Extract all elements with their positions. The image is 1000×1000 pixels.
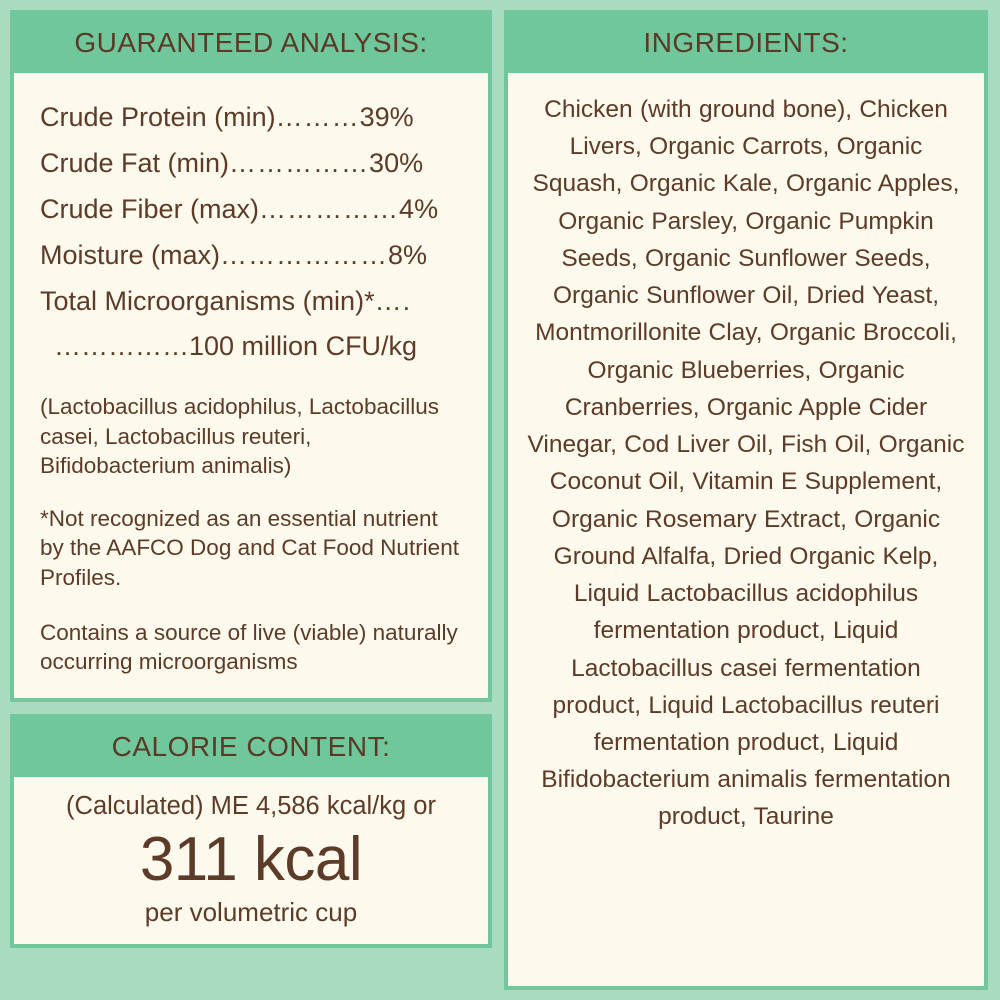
analysis-label: Crude Fiber (max) bbox=[40, 193, 260, 224]
calorie-unit-line: per volumetric cup bbox=[144, 896, 358, 927]
analysis-dots: ……………… bbox=[220, 239, 389, 270]
live-microorganisms-note: Contains a source of live (viable) naturally occurring microorganisms bbox=[40, 619, 458, 675]
analysis-row bbox=[40, 279, 464, 325]
calorie-me-line: (Calculated) ME 4,586 kcal/kg or bbox=[66, 792, 436, 821]
analysis-row bbox=[40, 141, 464, 187]
calorie-content-header: CALORIE CONTENT: bbox=[14, 718, 488, 777]
analysis-dots: …………… bbox=[259, 193, 400, 224]
calorie-content-panel bbox=[10, 714, 492, 948]
analysis-label: Total Microorganisms (min)* bbox=[40, 285, 375, 316]
ingredients-panel bbox=[504, 10, 988, 990]
right-column bbox=[504, 10, 988, 990]
cultures-note: (Lactobacillus acidophilus, Lactobacillus casei, Lactobacillus reuteri, Bifidobacterium animalis) bbox=[40, 394, 439, 478]
analysis-label: Moisture (max) bbox=[40, 239, 221, 270]
analysis-value: 39% bbox=[359, 102, 414, 132]
analysis-dots: ……… bbox=[275, 102, 360, 132]
ingredients-list: Chicken (with ground bone), Chicken Livers, Organic Carrots, Organic Squash, Organic Kale, Organic Apples, Organic Parsley, Organic Pumpkin Seeds, Organic Sunflower Seeds, Organic Sunflower Oil, Dried Yeast, Montmorillonite Clay, Organic Broccoli, Organic Blueberries, Organic Cranberries, Organic Apple Cider Vinegar, Cod Liver Oil, Fish Oil, Organic Coconut Oil, Vitamin E Supplement, Organic Rosemary Extract, Organic Ground Alfalfa, Dried Organic Kelp, Liquid Lactobacillus acidophilus fermentation product, Liquid Lactobacillus casei fermentation product, Liquid Lactobacillus reuteri fermentation product, Liquid Bifidobacterium animalis fermentation product, Taurine bbox=[527, 96, 965, 831]
analysis-row bbox=[40, 233, 464, 279]
analysis-row bbox=[40, 187, 464, 233]
analysis-label: Crude Protein (min) bbox=[40, 102, 276, 132]
analysis-row bbox=[40, 95, 464, 141]
analysis-value: 30% bbox=[369, 147, 424, 178]
analysis-continuation: ……………100 million CFU/kg bbox=[54, 331, 418, 362]
analysis-value: 8% bbox=[388, 239, 428, 270]
left-column bbox=[10, 10, 492, 990]
analysis-label: Crude Fat (min) bbox=[40, 147, 230, 178]
guaranteed-analysis-body bbox=[14, 73, 488, 698]
analysis-value: 4% bbox=[399, 193, 439, 224]
aafco-footnote: *Not recognized as an essential nutrient by the AAFCO Dog and Cat Food Nutrient Profiles. bbox=[40, 506, 459, 590]
guaranteed-analysis-header: GUARANTEED ANALYSIS: bbox=[14, 14, 488, 73]
analysis-dots: …. bbox=[374, 285, 412, 316]
calorie-content-body bbox=[14, 777, 488, 944]
guaranteed-analysis-panel bbox=[10, 10, 492, 702]
ingredients-header: INGREDIENTS: bbox=[508, 14, 984, 73]
calorie-value: 311 kcal bbox=[139, 825, 363, 895]
analysis-dots: …………… bbox=[229, 147, 370, 178]
